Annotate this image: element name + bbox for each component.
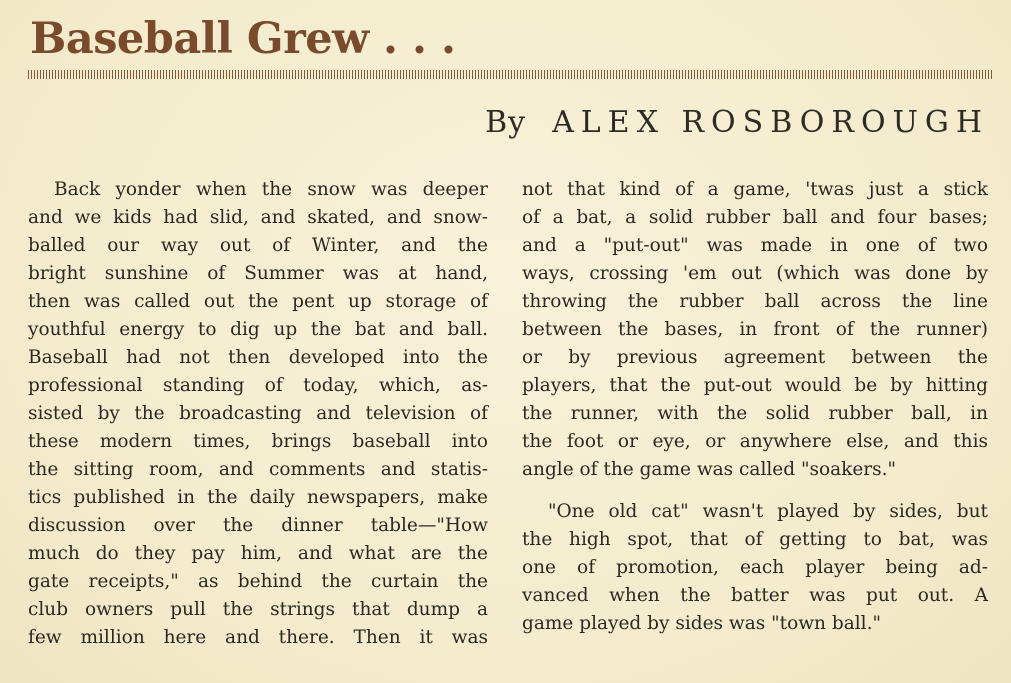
left-column bbox=[28, 176, 488, 652]
paragraph-gap bbox=[522, 484, 988, 498]
text-line: Baseball had not then developed into the bbox=[28, 347, 488, 368]
right-column bbox=[522, 176, 988, 638]
text-line: angle of the game was called "soakers." bbox=[522, 459, 897, 480]
text-line: discussion over the dinner table—"How bbox=[28, 515, 488, 536]
text-line: professional standing of today, which, as- bbox=[28, 375, 488, 396]
text-line: these modern times, brings baseball into bbox=[28, 431, 488, 452]
text-line: "One old cat" wasn't played by sides, but bbox=[548, 501, 988, 522]
text-line: and a "put-out" was made in one of two bbox=[522, 235, 988, 256]
byline-prefix: By bbox=[485, 105, 527, 140]
text-line: not that kind of a game, 'twas just a stick bbox=[522, 179, 988, 200]
text-line: few million here and there. Then it was bbox=[28, 627, 488, 648]
text-line: gate receipts," as behind the curtain the bbox=[28, 571, 488, 592]
text-line: throwing the rubber ball across the line bbox=[522, 291, 988, 312]
text-line: sisted by the broadcasting and television of bbox=[28, 403, 488, 424]
text-line: the foot or eye, or anywhere else, and this bbox=[522, 431, 988, 452]
text-line: club owners pull the strings that dump a bbox=[28, 599, 488, 620]
text-line: the runner, with the solid rubber ball, in bbox=[522, 403, 988, 424]
text-line: the high spot, that of getting to bat, was bbox=[522, 529, 988, 550]
text-line: of a bat, a solid rubber ball and four bases; bbox=[522, 207, 988, 228]
text-line: one of promotion, each player being ad- bbox=[522, 557, 988, 578]
byline bbox=[485, 103, 989, 143]
text-line: and we kids had slid, and skated, and snow- bbox=[28, 207, 488, 228]
text-line: players, that the put-out would be by hitting bbox=[522, 375, 988, 396]
article-title: Baseball Grew . . . bbox=[30, 14, 456, 64]
text-line: the sitting room, and comments and statis- bbox=[28, 459, 488, 480]
text-line: then was called out the pent up storage of bbox=[28, 291, 488, 312]
text-line: much do they pay him, and what are the bbox=[28, 543, 488, 564]
text-line: between the bases, in front of the runner) bbox=[522, 319, 988, 340]
text-line: vanced when the batter was put out. A bbox=[522, 585, 988, 606]
text-line: tics published in the daily newspapers, make bbox=[28, 487, 488, 508]
title-rule-divider bbox=[28, 70, 992, 79]
text-line: game played by sides was "town ball." bbox=[522, 613, 881, 634]
text-line: or by previous agreement between the bbox=[522, 347, 988, 368]
text-line: ways, crossing 'em out (which was done by bbox=[522, 263, 988, 284]
text-line: Back yonder when the snow was deeper bbox=[54, 179, 488, 200]
text-line: youthful energy to dig up the bat and ball. bbox=[28, 319, 488, 340]
author-name: ALEX ROSBOROUGH bbox=[552, 105, 989, 140]
text-line: balled our way out of Winter, and the bbox=[28, 235, 488, 256]
text-line: bright sunshine of Summer was at hand, bbox=[28, 263, 488, 284]
